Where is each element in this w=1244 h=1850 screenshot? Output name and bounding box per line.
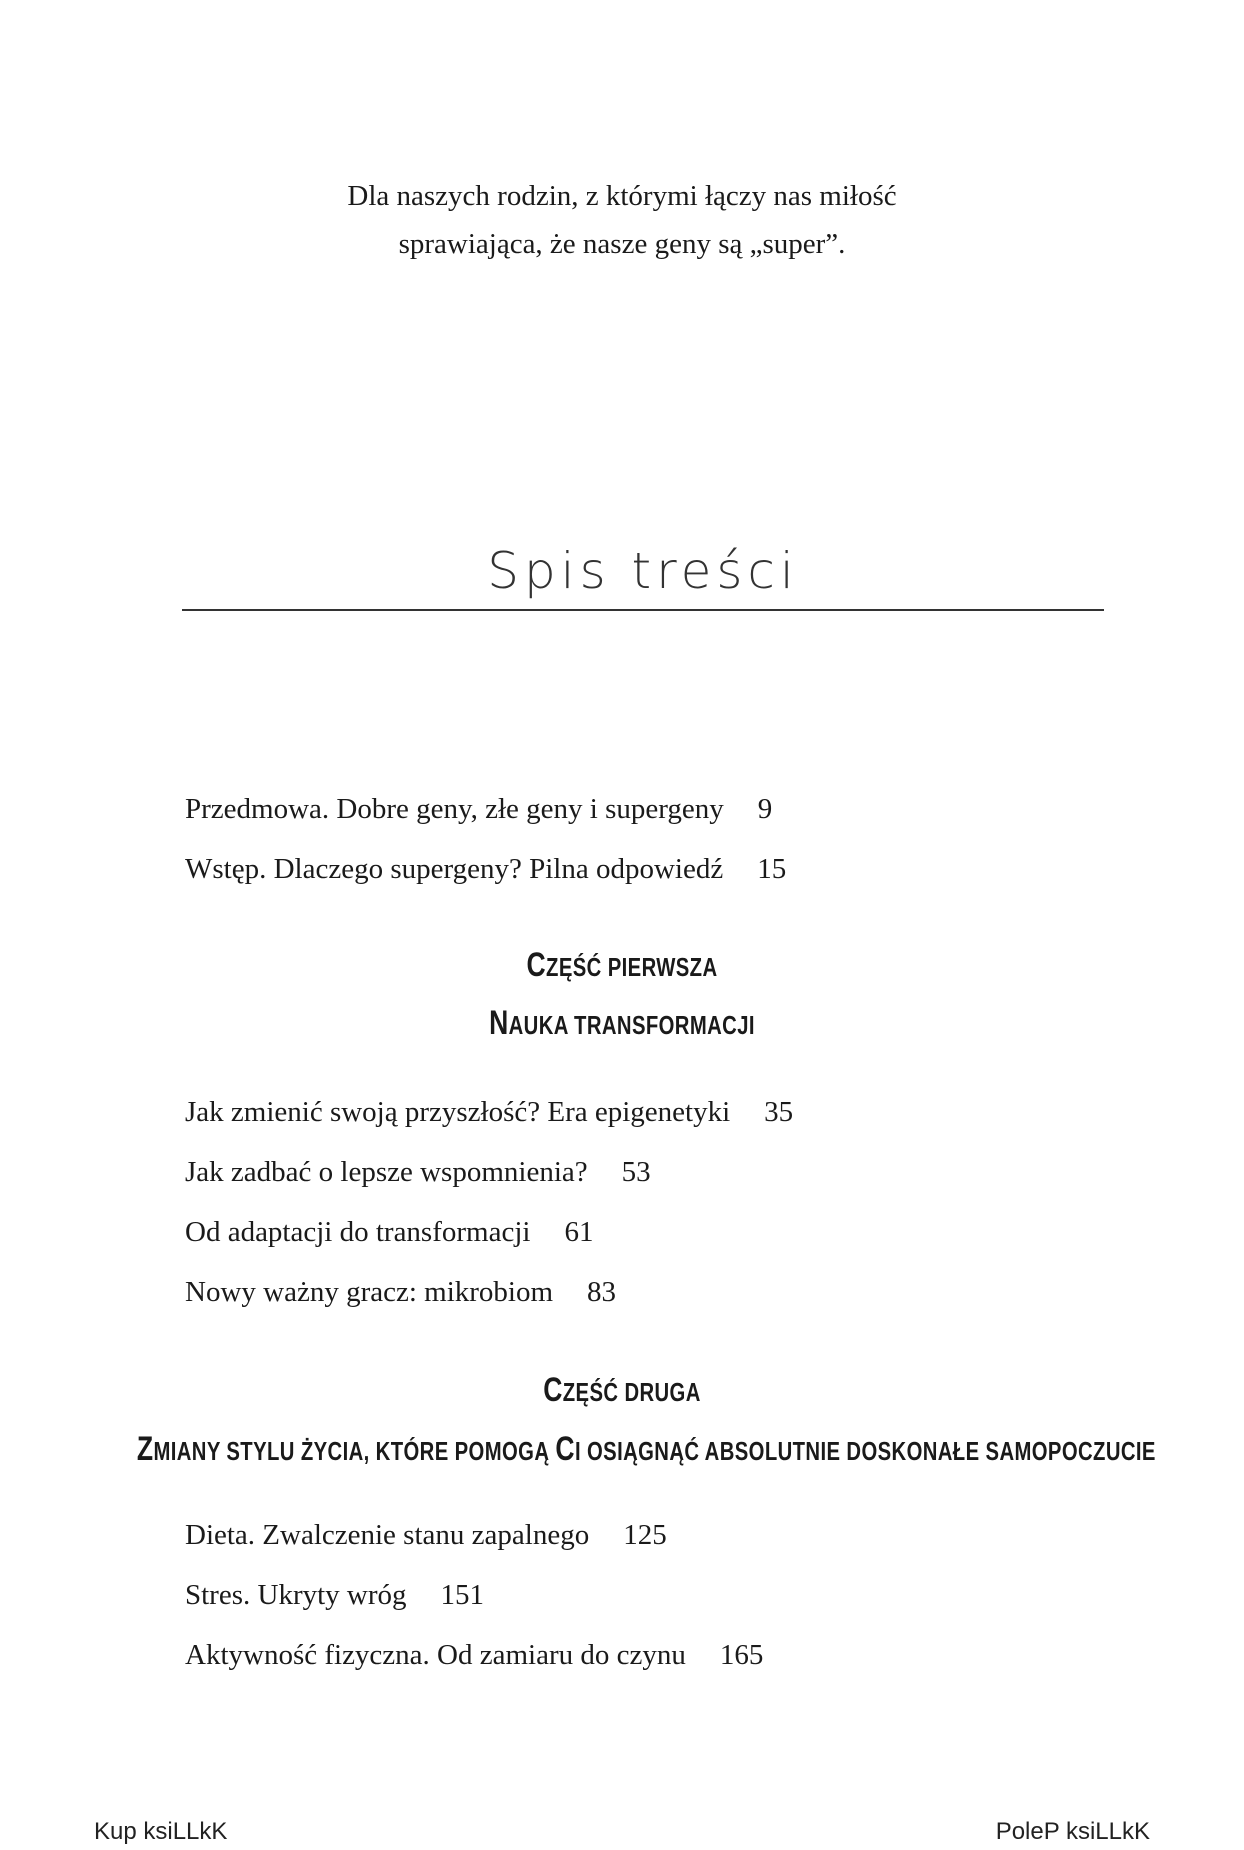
- toc-entry-page: 9: [757, 793, 773, 825]
- toc-entry[interactable]: [185, 1096, 793, 1129]
- toc-entry-title: Wstęp. Dlaczego supergeny? Pilna odpowiedź: [185, 853, 724, 885]
- toc-entry-page: 83: [587, 1276, 617, 1308]
- toc-entry-title: Aktywność fizyczna. Od zamiaru do czynu: [185, 1639, 686, 1671]
- toc-entry-page: 125: [623, 1519, 667, 1551]
- part-1-label: CZĘŚĆ PIERWSZA: [526, 946, 718, 984]
- part-1-name: NAUKA TRANSFORMACJI: [489, 1004, 755, 1042]
- toc-entry[interactable]: [185, 1156, 651, 1189]
- toc-entry-page: 53: [621, 1156, 651, 1188]
- toc-entry-title: Stres. Ukryty wróg: [185, 1579, 407, 1611]
- dedication-line-2: sprawiająca, że nasze geny są „super”.: [398, 228, 846, 260]
- toc-entry[interactable]: [185, 1216, 593, 1249]
- part-2-name: ZMIANY STYLU ŻYCIA, KTÓRE POMOGĄ CI OSIĄGNĄĆ ABSOLUTNIE DOSKONAŁE SAMOPOCZUCIE: [136, 1430, 1156, 1468]
- dedication-line-1: Dla naszych rodzin, z którymi łączy nas miłość: [347, 180, 897, 212]
- toc-entry[interactable]: [185, 853, 786, 886]
- toc-entry-title: Jak zmienić swoją przyszłość? Era epigenetyki: [185, 1096, 731, 1128]
- toc-entry-title: Nowy ważny gracz: mikrobiom: [185, 1276, 554, 1308]
- dedication: [0, 172, 1244, 268]
- footer-buy-book-link[interactable]: Kup ksiLLkK: [94, 1818, 228, 1845]
- toc-entry-title: Jak zadbać o lepsze wspomnienia?: [185, 1156, 588, 1188]
- toc-entry-title: Od adaptacji do transformacji: [185, 1216, 531, 1248]
- toc-entry-page: 35: [764, 1096, 794, 1128]
- toc-entry-title: Dieta. Zwalczenie stanu zapalnego: [185, 1519, 590, 1551]
- toc-title: Spis treści: [487, 542, 799, 600]
- footer-recommend-book-link[interactable]: PoleP ksiLLkK: [995, 1818, 1150, 1845]
- toc-entry[interactable]: [185, 1276, 616, 1309]
- toc-entry-page: 151: [440, 1579, 485, 1611]
- toc-entry[interactable]: [185, 793, 772, 826]
- toc-entry[interactable]: [185, 1639, 763, 1672]
- toc-entry-title: Przedmowa. Dobre geny, złe geny i supergeny: [185, 793, 724, 825]
- toc-entry[interactable]: [185, 1519, 667, 1552]
- toc-title-rule: [182, 609, 1104, 611]
- part-2-label: CZĘŚĆ DRUGA: [543, 1371, 701, 1409]
- toc-entry-page: 165: [719, 1639, 764, 1671]
- toc-entry[interactable]: [185, 1579, 484, 1612]
- toc-entry-page: 15: [757, 853, 787, 885]
- toc-entry-page: 61: [564, 1216, 594, 1248]
